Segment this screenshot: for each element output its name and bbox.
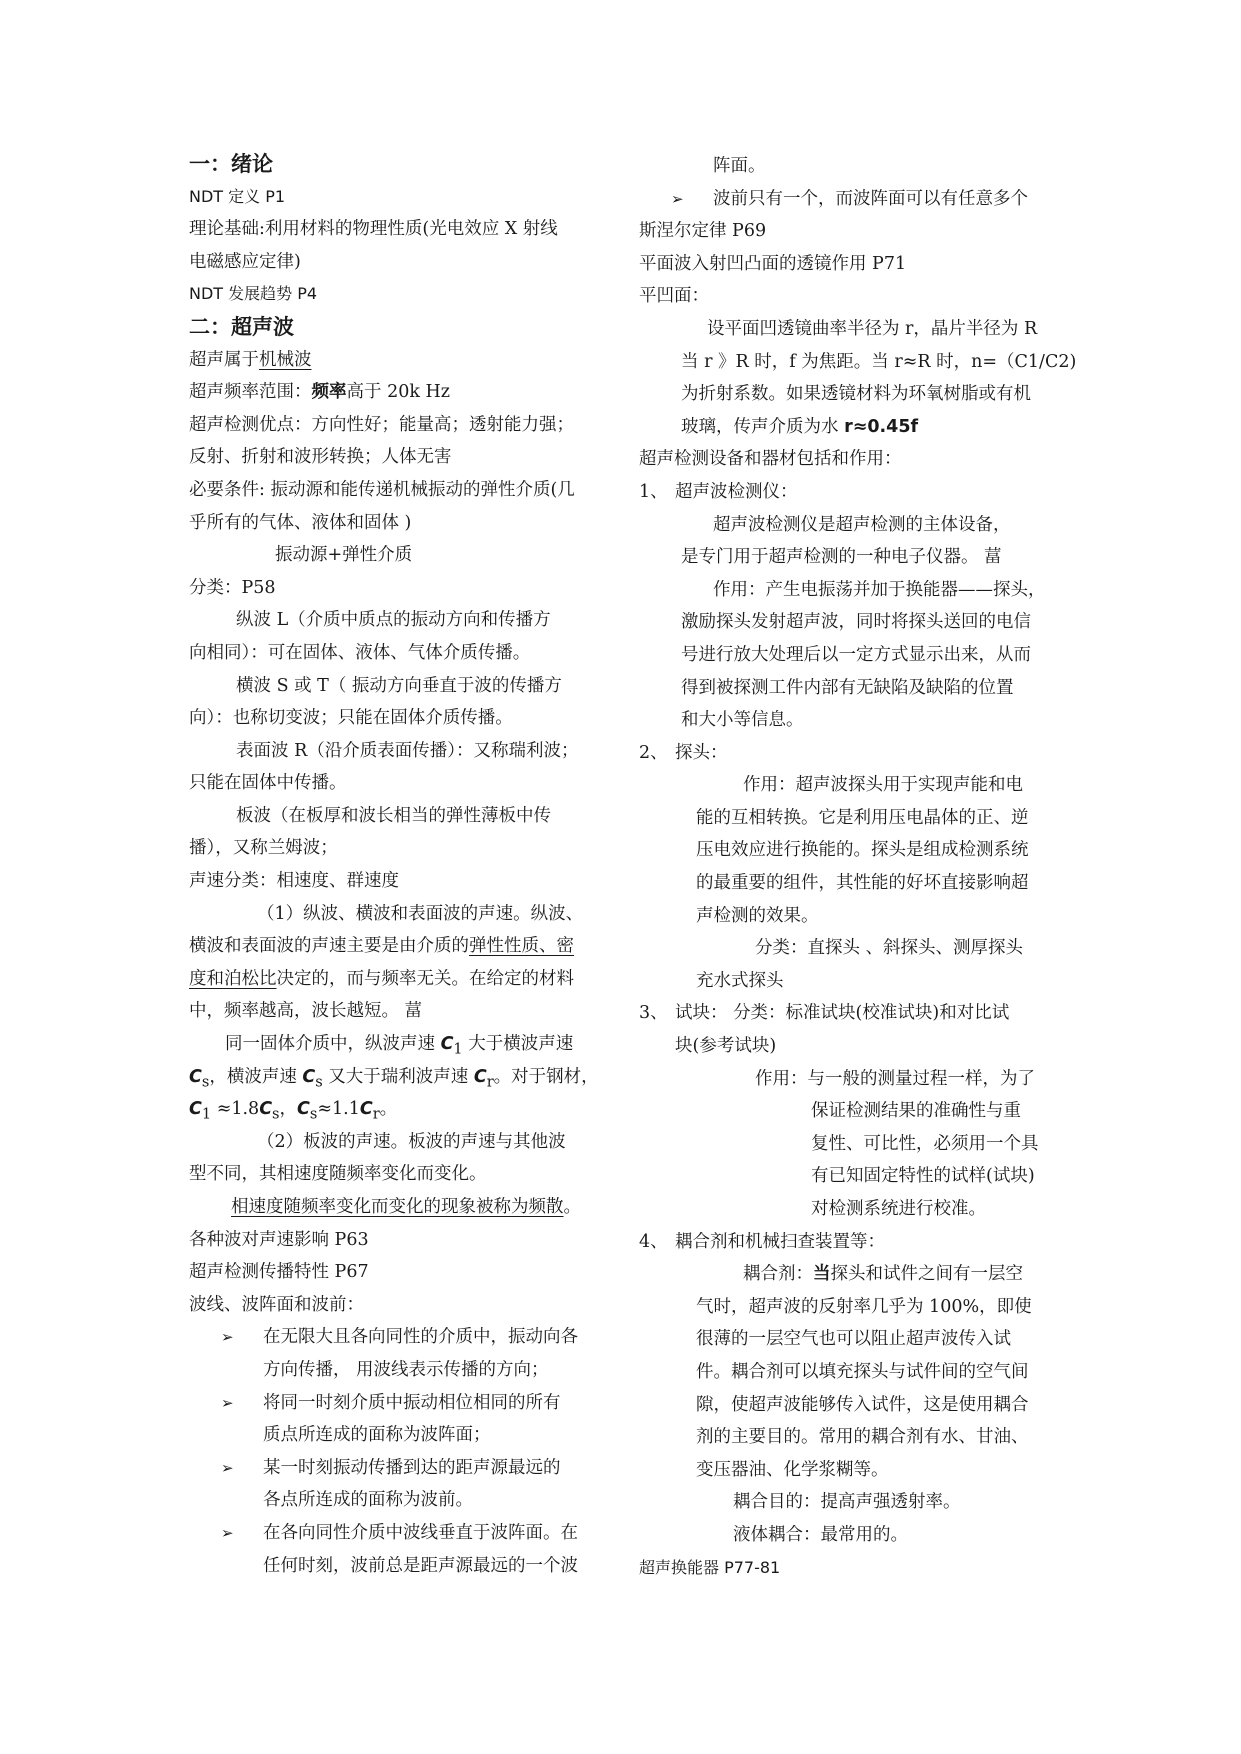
text-line: 同一固体介质中，纵波声速 $C_1$ 大于横波声速 (225, 1034, 574, 1058)
text-line: 和大小等信息。 (681, 710, 804, 731)
text-line: 斯涅尔定律 P69 (639, 221, 767, 242)
text-line: 中，频率越高，波长越短。 葍 (189, 1001, 423, 1022)
list-item: ➢ 波前只有一个，而波阵面可以有任意多个 (639, 183, 1055, 216)
text-line: 各点所连成的面称为波前。 (263, 1490, 473, 1511)
text-line: 各种波对声速影响 P63 (189, 1229, 369, 1250)
text-line: 只能在固体中传播。 (189, 773, 347, 794)
text-line: 分类：P58 (189, 577, 276, 598)
left-column (189, 148, 605, 1582)
bullet-icon: ➢ (221, 1523, 234, 1542)
text-line: 液体耦合：最常用的。 (733, 1524, 908, 1545)
heading-introduction: 一：绪论 (189, 152, 273, 176)
text-line: 反射、折射和波形转换；人体无害 (189, 447, 452, 468)
text-line: 平凹面： (639, 286, 709, 307)
text-line: 超声波检测仪是超声检测的主体设备， (713, 514, 1011, 535)
text-line: 分类：直探头 、斜探头、测厚探头 (755, 938, 1024, 959)
text-line: 任何时刻，波前总是距声源最远的一个波 (263, 1555, 578, 1576)
text-line: NDT 发展趋势 P4 (189, 284, 318, 304)
text-line: 作用：产生电振荡并加于换能器——探头， (713, 579, 1046, 600)
text-line: （1）纵波、横波和表面波的声速。纵波、 (257, 903, 584, 924)
list-item: ➢ 在各向同性介质中波线垂直于波阵面。在 (189, 1517, 605, 1550)
list-item: 4、 耦合剂和机械扫查装置等： (639, 1231, 885, 1252)
right-column (639, 150, 1077, 1584)
list-item: 3、 试块： 分类：标准试块(校准试块)和对比试 (639, 1003, 1010, 1024)
text-line: 作用：超声波探头用于实现声能和电 (743, 775, 1023, 796)
text-line: 激励探头发射超声波，同时将探头送回的电信 (681, 612, 1031, 633)
text-line: 声检测的效果。 (696, 905, 819, 926)
text-line: 超声检测优点：方向性好；能量高；透射能力强； (189, 414, 574, 435)
text-line: 压电效应进行换能的。探头是组成检测系统 (696, 840, 1029, 861)
text-line: 是专门用于超声检测的一种电子仪器。 葍 (681, 547, 1002, 568)
text-line: 质点所连成的面称为波阵面； (263, 1425, 491, 1446)
list-item: ➢ 某一时刻振动传播到达的距声源最远的 (189, 1452, 605, 1485)
text-line: 理论基础:利用材料的物理性质(光电效应 X 射线 (189, 219, 558, 240)
text-line: 方向传播， 用波线表示传播的方向； (263, 1359, 549, 1380)
bullet-icon: ➢ (221, 1458, 234, 1477)
bullet-icon: ➢ (671, 189, 684, 208)
text-line: 耦合目的：提高声强透射率。 (733, 1492, 961, 1513)
text-line: 平面波入射凹凸面的透镜作用 P71 (639, 253, 907, 274)
list-item: 2、 探头： (639, 742, 728, 763)
text-line: 得到被探测工件内部有无缺陷及缺陷的位置 (681, 677, 1014, 698)
text-line: 复性、可比性，必须用一个具 (811, 1133, 1039, 1154)
text-line: 振动源+弹性介质 (275, 545, 413, 566)
text-line: 能的互相转换。它是利用压电晶体的正、逆 (696, 807, 1029, 828)
bullet-icon: ➢ (221, 1393, 234, 1412)
text-line: 阵面。 (713, 156, 766, 176)
text-line: 必要条件: 振动源和能传递机械振动的弹性介质(几 (189, 479, 575, 500)
text-line: 超声换能器 P77-81 (639, 1557, 781, 1577)
text-line: 横波 S 或 T（ 振动方向垂直于波的传播方 (236, 675, 562, 696)
text-line: 对检测系统进行校准。 (811, 1199, 986, 1219)
text-line: 气时，超声波的反射率几乎为 100%，即使 (696, 1296, 1032, 1317)
text-line: 保证检测结果的准确性与重 (811, 1101, 1021, 1122)
text-line: 表面波 R（沿介质表面传播）：又称瑞利波； (236, 740, 579, 761)
text-line: 为折射系数。如果透镜材料为环氧树脂或有机 (681, 384, 1031, 405)
list-item: ➢ 在无限大且各向同性的介质中，振动向各 (189, 1321, 605, 1354)
text-line: 型不同，其相速度随频率变化而变化。 (189, 1164, 487, 1185)
text-line: 当 r 》R 时，f 为焦距。当 r≈R 时，n=（C1/C2) (681, 351, 1077, 372)
text-line: 充水式探头 (696, 970, 784, 991)
text-line: 的最重要的组件，其性能的好坏直接影响超 (696, 873, 1029, 894)
text-line: 纵波 L（介质中质点的振动方向和传播方 (236, 610, 551, 631)
text-line: 向相同）：可在固体、液体、气体介质传播。 (189, 642, 531, 663)
list-item: 1、 超声波检测仪： (639, 481, 798, 502)
text-line: NDT 定义 P1 (189, 186, 286, 206)
text-line: 超声属于机械波 (189, 349, 312, 370)
text-line: 隙，使超声波能够传入试件，这是使用耦合 (696, 1394, 1029, 1415)
text-line: 电磁感应定律) (189, 251, 301, 272)
text-line: 超声检测设备和器材包括和作用： (639, 449, 902, 470)
text-line: 变压器油、化学浆糊等。 (696, 1459, 889, 1480)
text-line: （2）板波的声速。板波的声速与其他波 (257, 1131, 566, 1152)
text-line: 横波和表面波的声速主要是由介质的弹性性质、密 (189, 936, 574, 957)
text-line: $C_s$，横波声速 $C_s$ 又大于瑞利波声速 $C_r$。对于钢材， (189, 1066, 599, 1091)
text-line: 号进行放大处理后以一定方式显示出来，从而 (681, 644, 1031, 665)
text-line: 乎所有的气体、液体和固体 ) (189, 512, 412, 533)
list-item: ➢ 将同一时刻介质中振动相位相同的所有 (189, 1387, 605, 1420)
text-line: 块(参考试块) (675, 1036, 777, 1057)
text-line: 相速度随频率变化而变化的现象被称为频散。 (231, 1197, 581, 1217)
text-line: 超声频率范围：频率高于 20k Hz (189, 382, 450, 403)
text-line: 设平面凹透镜曲率半径为 r，晶片半径为 R (707, 318, 1038, 339)
text-line: $C_1 \approx 1.8C_s$，$C_s\approx 1.1C_r$。 (189, 1099, 398, 1123)
text-line: 耦合剂：当探头和试件之间有一层空 (743, 1264, 1023, 1285)
text-line: 玻璃，传声介质为水 r≈0.45f (681, 416, 919, 437)
text-line: 声速分类：相速度、群速度 (189, 871, 399, 892)
text-line: 剂的主要目的。常用的耦合剂有水、甘油、 (696, 1427, 1029, 1448)
text-line: 向）：也称切变波；只能在固体介质传播。 (189, 708, 513, 729)
text-line: 播），又称兰姆波； (189, 838, 338, 859)
heading-ultrasound: 二：超声波 (189, 314, 294, 339)
bullet-icon: ➢ (221, 1328, 234, 1347)
text-line: 作用：与一般的测量过程一样，为了 (755, 1068, 1035, 1089)
text-line: 很薄的一层空气也可以阻止超声波传入试 (696, 1329, 1011, 1350)
text-line: 件。耦合剂可以填充探头与试件间的空气间 (696, 1361, 1029, 1382)
text-line: 超声检测传播特性 P67 (189, 1262, 369, 1283)
text-line: 度和泊松比决定的，而与频率无关。在给定的材料 (189, 968, 574, 989)
text-line: 有已知固定特性的试样(试块) (811, 1166, 1035, 1187)
text-line: 波线、波阵面和波前： (189, 1294, 364, 1315)
text-line: 板波（在板厚和波长相当的弹性薄板中传 (236, 805, 551, 826)
